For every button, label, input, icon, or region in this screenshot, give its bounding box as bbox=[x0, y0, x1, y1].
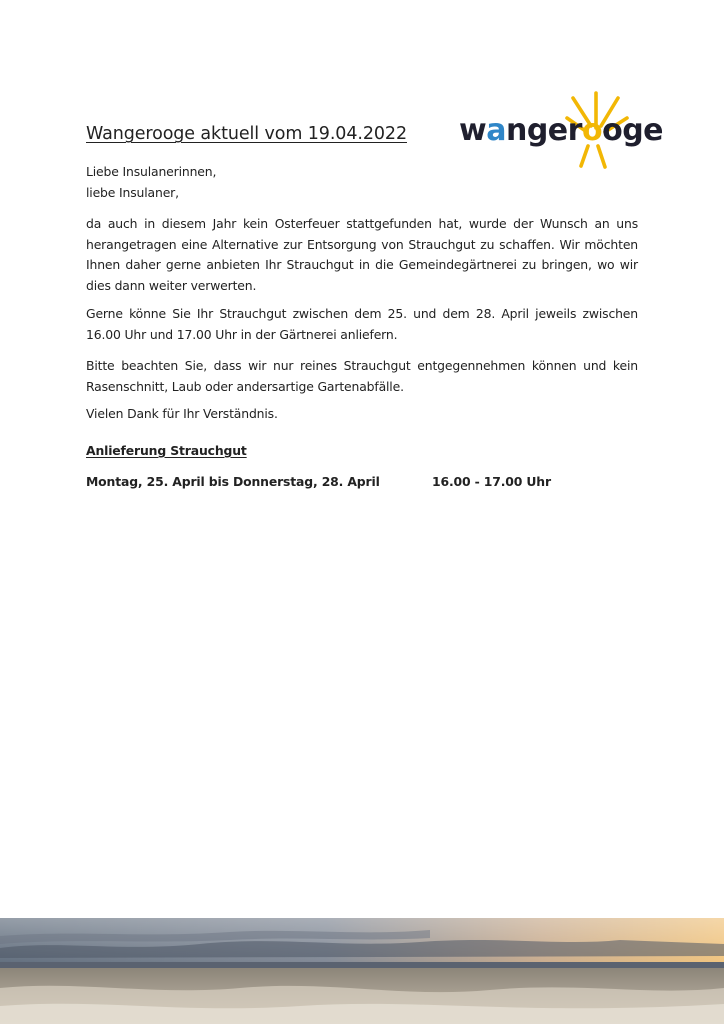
greeting-line-1: Liebe Insulanerinnen, bbox=[86, 164, 217, 179]
svg-text:wangerooge: wangerooge bbox=[459, 113, 664, 148]
greeting-line-2: liebe Insulaner, bbox=[86, 184, 179, 200]
greeting bbox=[86, 162, 638, 203]
beach-panorama-image bbox=[0, 918, 724, 1024]
document-title: Wangerooge aktuell vom 19.04.2022 bbox=[86, 124, 407, 144]
schedule-time: 16.00 - 17.00 Uhr bbox=[432, 474, 551, 489]
paragraph-2: Gerne könne Sie Ihr Strauchgut zwischen dem 25. und dem 28. April jeweils zwischen 16.00 Uhr und 17.00 Uhr in der Gärtnerei anliefern. bbox=[86, 306, 638, 342]
logo-w: w bbox=[459, 113, 487, 148]
wangerooge-logo bbox=[455, 88, 675, 172]
paragraph-1: da auch in diesem Jahr kein Osterfeuer stattgefunden hat, wurde der Wunsch an uns herangetragen eine Alternative zur Entsorgung von Strauchgut zu schaffen. Wir möchten Ihnen daher gerne anbieten Ihr Strauchgut in die Gemeindegärtnerei zu bringen, wo wir dies dann weiter verwerten. bbox=[86, 216, 638, 293]
schedule-days: Montag, 25. April bis Donnerstag, 28. April bbox=[86, 474, 380, 489]
paragraph-4: Vielen Dank für Ihr Verständnis. bbox=[86, 406, 278, 421]
paragraph-3: Bitte beachten Sie, dass wir nur reines Strauchgut entgegennehmen können und kein Rasenschnitt, Laub oder andersartige Gartenabfälle. bbox=[86, 358, 638, 394]
schedule-heading: Anlieferung Strauchgut bbox=[86, 443, 247, 458]
